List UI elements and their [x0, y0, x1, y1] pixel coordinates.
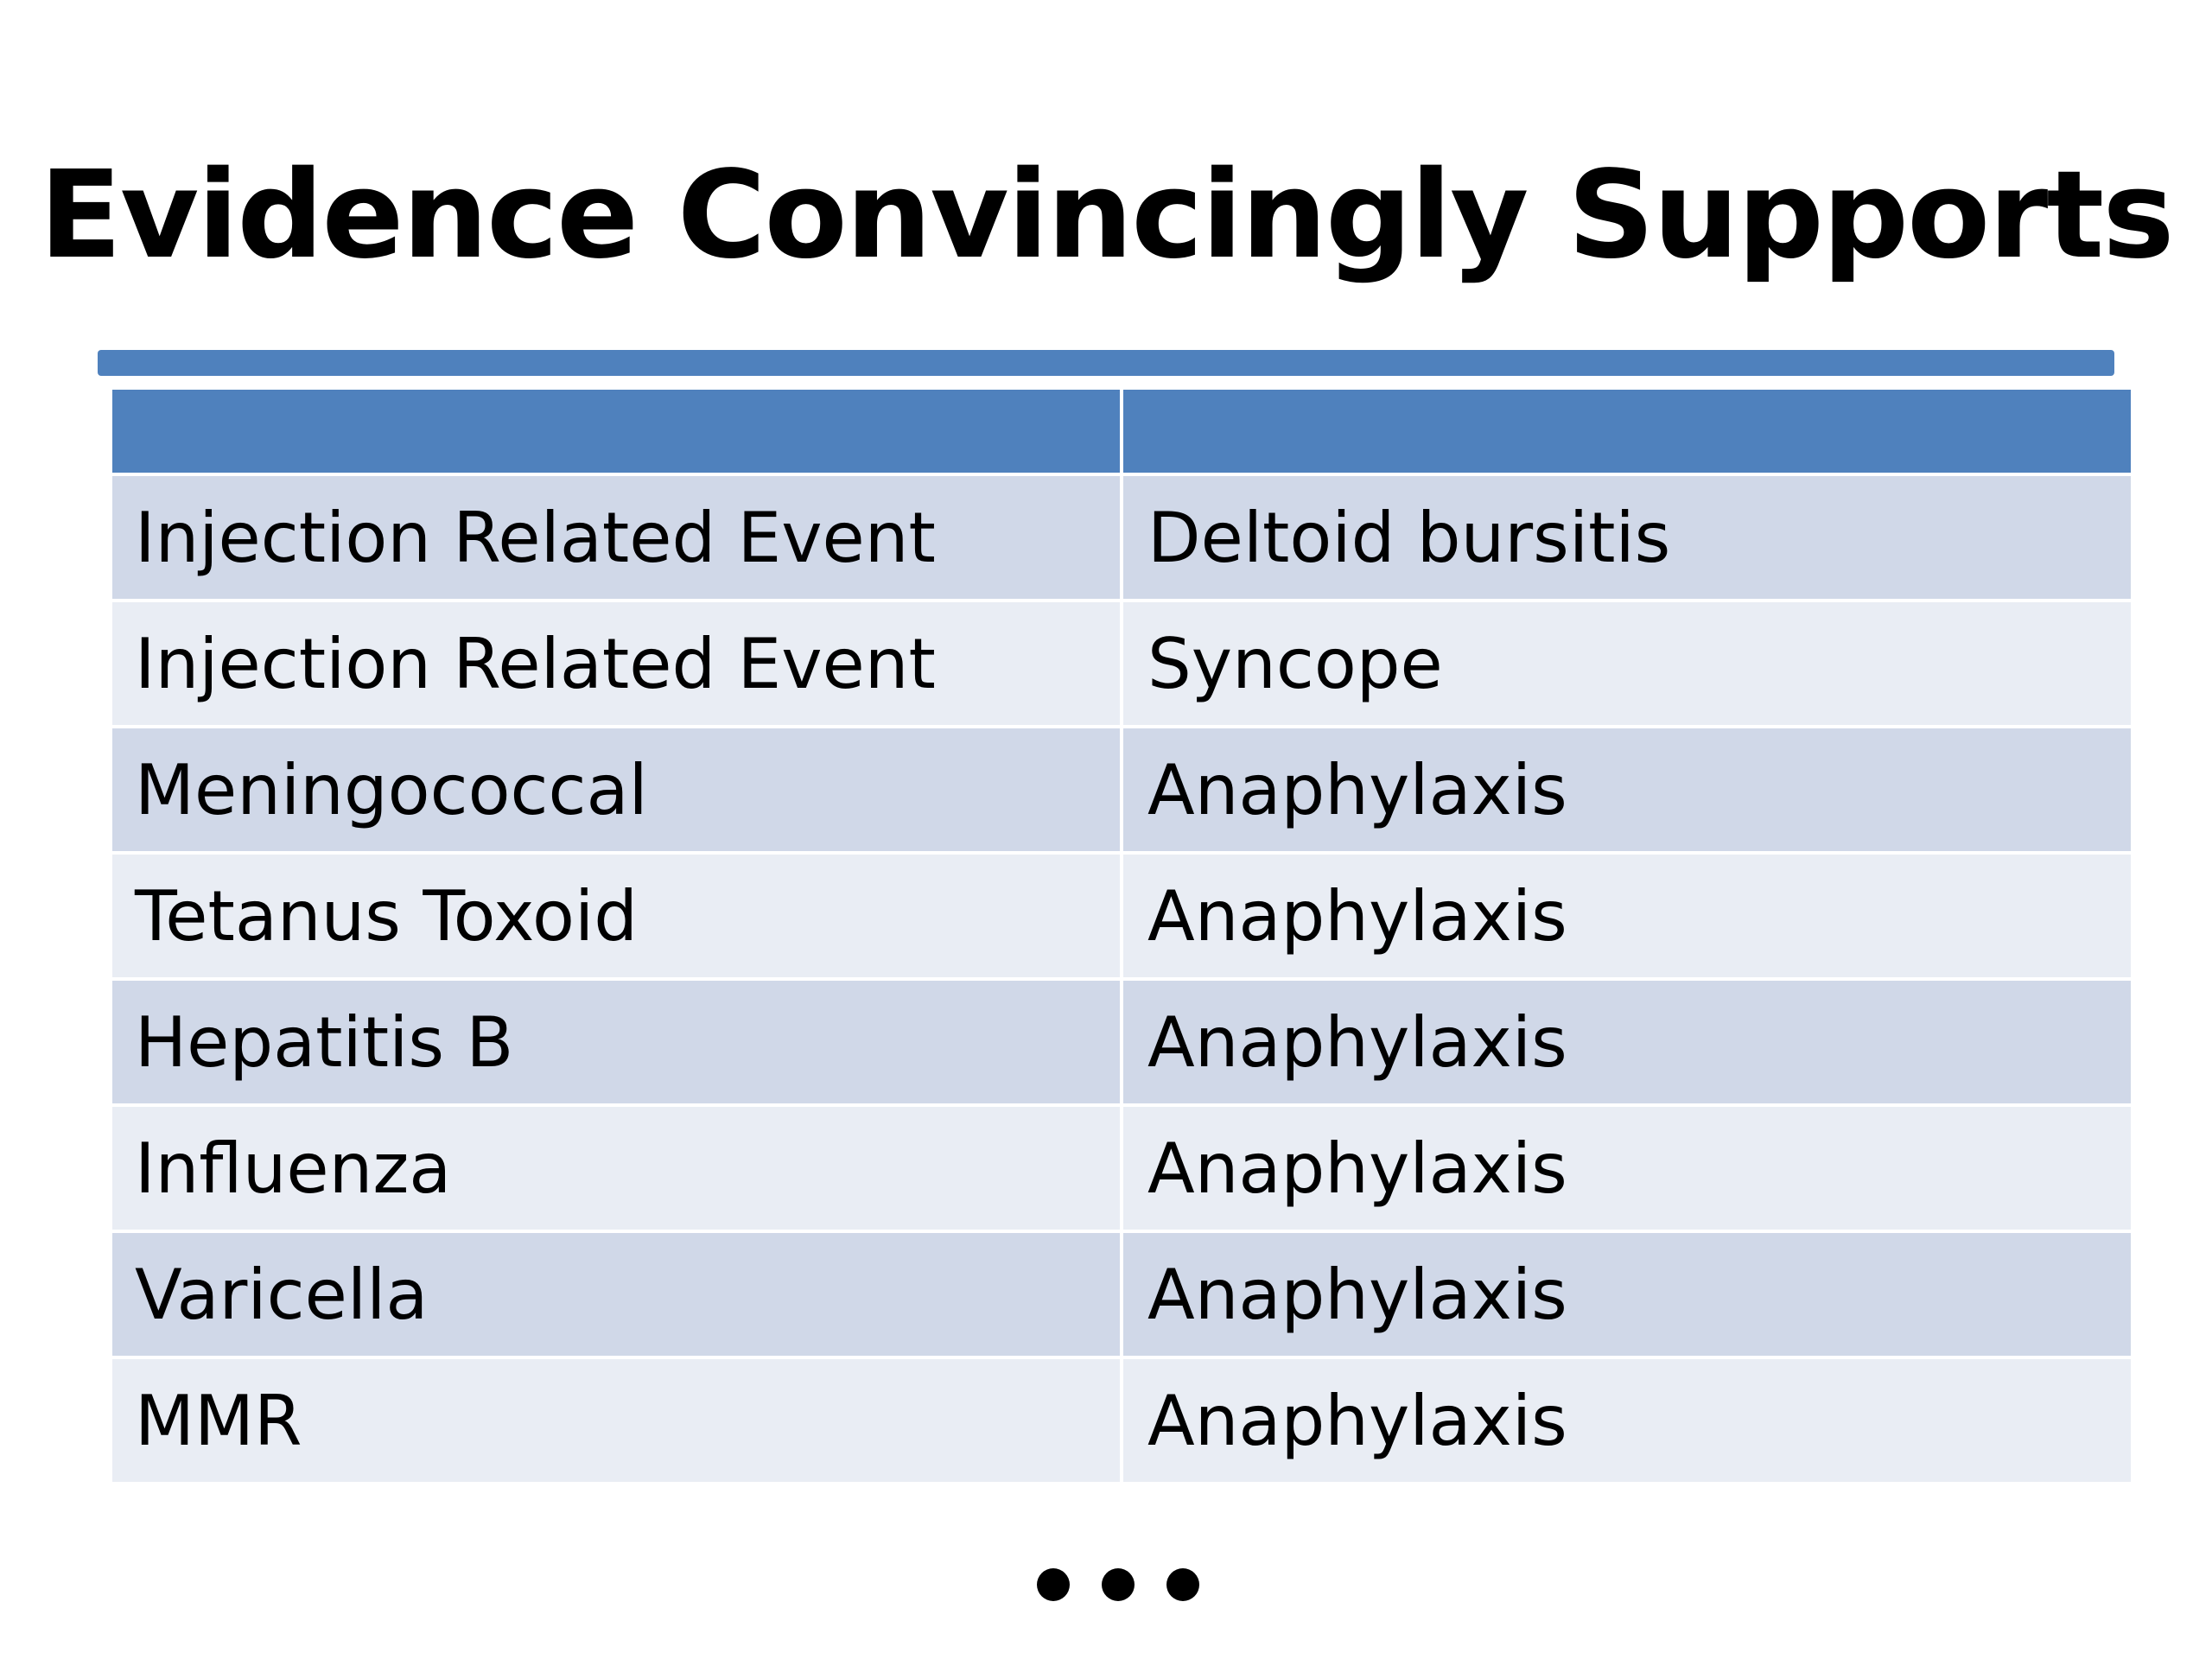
ellipsis-dot [1037, 1568, 1070, 1601]
table-cell-row2-col1: Injection Related Event [112, 602, 1120, 725]
table-cell-row6-col1: Influenza [112, 1107, 1120, 1230]
table-cell-row3-col1: Meningococcal [112, 728, 1120, 851]
table-cell-row5-col1: Hepatitis B [112, 981, 1120, 1103]
table-cell-row8-col2: Anaphylaxis [1123, 1359, 2131, 1482]
table-cell-row6-col2: Anaphylaxis [1123, 1107, 2131, 1230]
ellipsis-dot [1102, 1568, 1135, 1601]
ellipsis-icon [1037, 1568, 1199, 1601]
table-cell-row1-col2: Deltoid bursitis [1123, 476, 2131, 599]
title-underline-bar [98, 350, 2114, 376]
table-cell-row3-col2: Anaphylaxis [1123, 728, 2131, 851]
slide-title: Evidence Convincingly Supports [39, 145, 2173, 286]
table-header-cell-1 [112, 390, 1120, 473]
table-cell-row5-col2: Anaphylaxis [1123, 981, 2131, 1103]
table-cell-row4-col1: Tetanus Toxoid [112, 855, 1120, 977]
table-cell-row1-col1: Injection Related Event [112, 476, 1120, 599]
data-table [112, 390, 2131, 1482]
ellipsis-dot [1166, 1568, 1199, 1601]
table-header-cell-2 [1123, 390, 2131, 473]
table-cell-row4-col2: Anaphylaxis [1123, 855, 2131, 977]
table-cell-row2-col2: Syncope [1123, 602, 2131, 725]
table-cell-row7-col1: Varicella [112, 1233, 1120, 1356]
table-cell-row8-col1: MMR [112, 1359, 1120, 1482]
table-cell-row7-col2: Anaphylaxis [1123, 1233, 2131, 1356]
